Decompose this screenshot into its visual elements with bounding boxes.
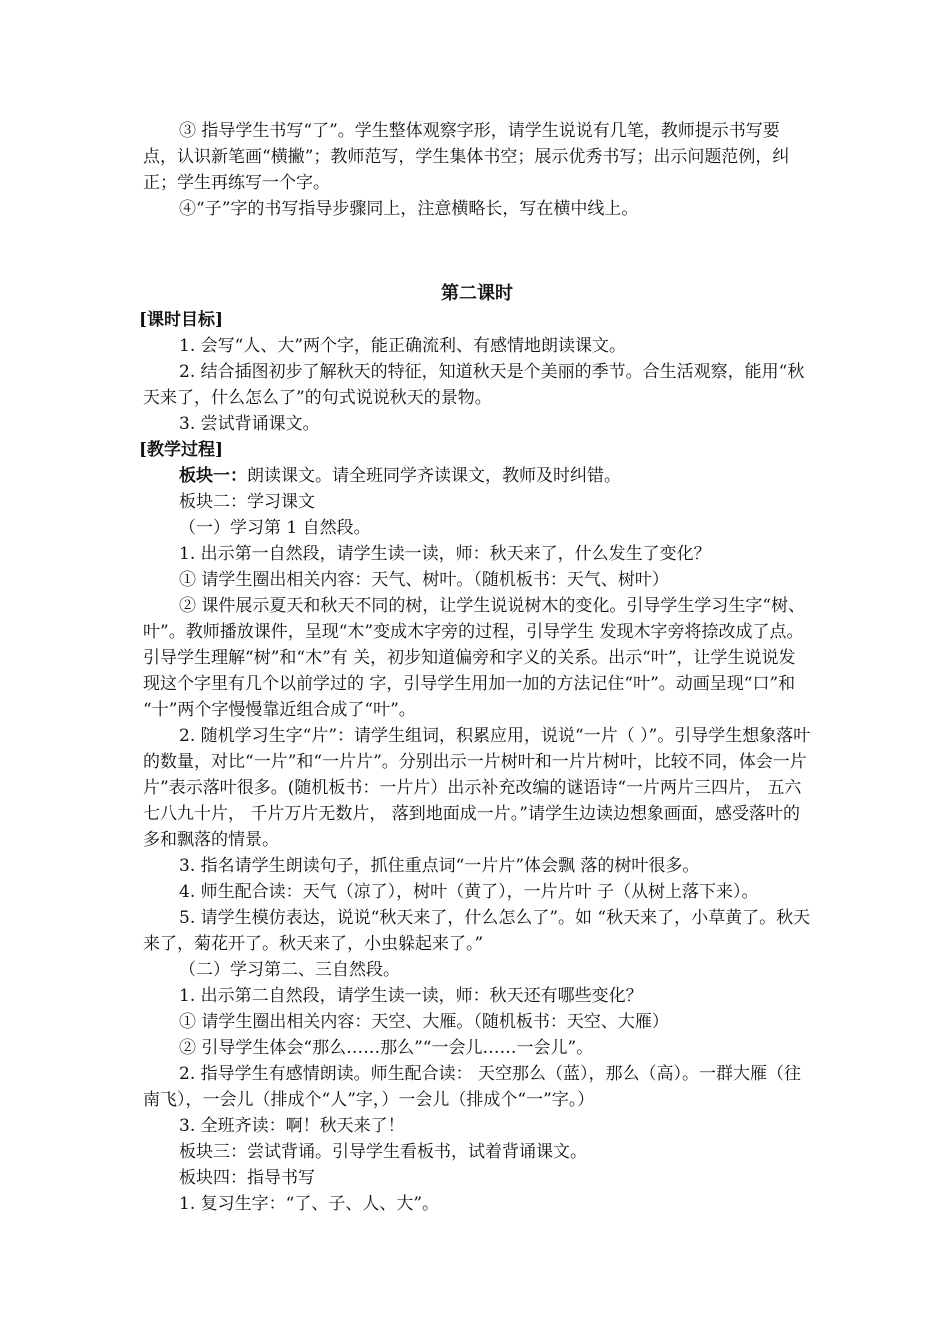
objectives-heading: [课时目标] [139, 310, 224, 330]
objective-item: 3. 尝试背诵课文。 [179, 414, 320, 434]
block1-label: 板块一： [179, 466, 247, 486]
section-gap [143, 222, 811, 281]
part2-item: 2. 指导学生有感情朗读。师生配合读： 天空那么（蓝），那么（高）。一群大雁（往南飞），一会儿（排成个“人”字，）一会儿（排成个“一”字。） [143, 1064, 802, 1110]
objective-item: 2. 结合插图初步了解秋天的特征，知道秋天是个美丽的季节。合生活观察，能用“秋天来了，什么怎么了”的句式说说秋天的景物。 [143, 362, 805, 408]
part1-item: 4. 师生配合读：天气（凉了），树叶（黄了），一片片叶 子（从树上落下来）。 [179, 882, 759, 902]
objective-item: 1. 会写“人、大”两个字，能正确流利、有感情地朗读课文。 [179, 336, 627, 356]
block2-paragraph: 板块二：学习课文 [179, 492, 315, 512]
paragraph-writing-guide-le: ③ 指导学生书写“了”。学生整体观察字形，请学生说说有几笔，教师提示书写要点，认识新笔画“横撇”；教师范写，学生集体书空；展示优秀书写；出示问题范例，纠正；学生再练写一个字。 [143, 121, 790, 193]
part2-item: 3. 全班齐读：啊！秋天来了！ [179, 1116, 405, 1136]
part1-title: （一）学习第 1 自然段。 [179, 518, 371, 538]
part1-item: 3. 指名请学生朗读句子，抓住重点词“一片片”体会飘 落的树叶很多。 [179, 856, 700, 876]
part1-item: 5. 请学生模仿表达，说说“秋天来了，什么怎么了”。如 “秋天来了，小草黄了。秋天来了，菊花开了。秋天来了，小虫躲起来了。” [143, 908, 811, 954]
block4-paragraph: 板块四：指导书写 [179, 1168, 315, 1188]
block3-paragraph: 板块三：尝试背诵。引导学生看板书，试着背诵课文。 [179, 1142, 587, 1162]
block1-text: 朗读课文。请全班同学齐读课文，教师及时纠错。 [247, 466, 621, 486]
part2-item: ① 请学生圈出相关内容：天空、大雁。（随机板书：天空、大雁） [179, 1012, 669, 1032]
part2-title: （二）学习第二、三自然段。 [179, 960, 400, 980]
lesson-title: 第二课时 [441, 283, 513, 304]
part1-item: 1. 出示第一自然段，请学生读一读，师：秋天来了，什么发生了变化？ [179, 544, 711, 564]
review-paragraph: 1. 复习生字：“了、子、人、大”。 [179, 1194, 440, 1214]
part1-item: 2. 随机学习生字“片”：请学生组词，积累应用，说说“一片（ ）”。引导学生想象落叶的数量，对比“一片”和“一片片”。分别出示一片树叶和一片片树叶，比较不同，体会一片片”表示落叶很多。(随机板书：一片片）出示补充改编的谜语诗“一片两片三四片， 五六七八九十片， 千片万片无数片， 落到地面成一片。”请学生边读边想象画面，感受落叶的多和飘落的情景。 [143, 726, 811, 850]
block1-paragraph [143, 463, 811, 489]
part2-item: 1. 出示第二自然段，请学生读一读，师：秋天还有哪些变化？ [179, 986, 643, 1006]
document-body [139, 118, 811, 1217]
part1-item: ② 课件展示夏天和秋天不同的树，让学生说说树木的变化。引导学生学习生字“树、叶”。教师播放课件，呈现“木”变成木字旁的过程，引导学生 发现木字旁将捺改成了点。引导学生理解“树”和“木”有 关，初步知道偏旁和字义的关系。出示“叶”，让学生说说发现这个字里有几个以前学过的 字，引导学生用加一加的方法记住“叶”。动画呈现“口”和 “十”两个字慢慢靠近组合成了“叶”。 [143, 596, 806, 720]
paragraph-writing-guide-zi: ④“子”字的书写指导步骤同上，注意横略长，写在横中线上。 [179, 199, 639, 219]
part2-item: ② 引导学生体会“那么……那么”“一会儿……一会儿”。 [179, 1038, 594, 1058]
part1-item: ① 请学生圈出相关内容：天气、树叶。（随机板书：天气、树叶） [179, 570, 669, 590]
process-heading: [教学过程] [139, 440, 224, 460]
